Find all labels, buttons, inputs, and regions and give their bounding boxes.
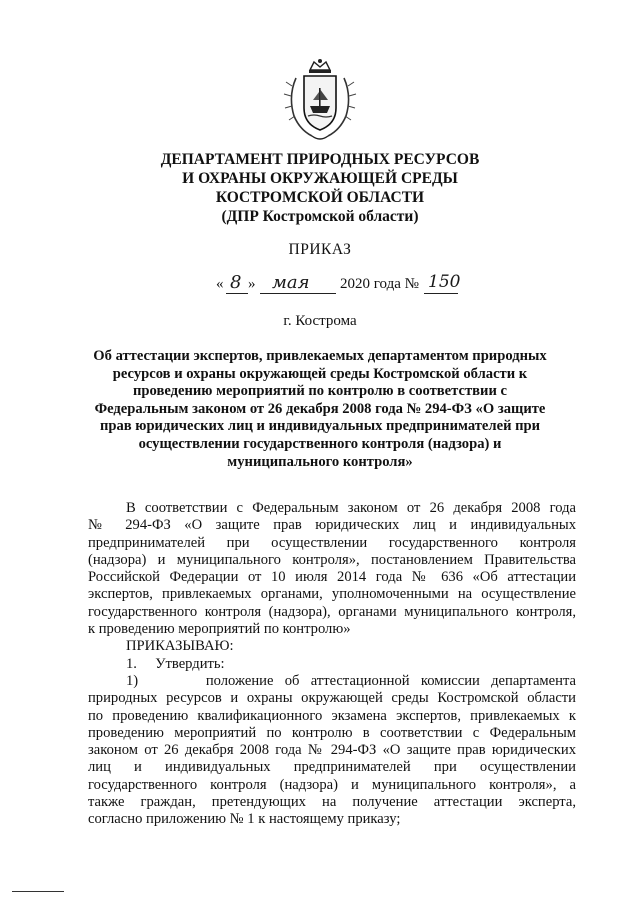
- subject-line: Об аттестации экспертов, привлекаемых департаментом природных: [93, 348, 547, 364]
- body-line: Российской Федерации от 10 июля 2014 года № 636 «Об аттестации: [88, 569, 576, 586]
- date-open-quote: «: [216, 276, 224, 292]
- order-body: [88, 500, 576, 829]
- month-underline: [260, 293, 336, 294]
- coat-of-arms-emblem: [282, 56, 358, 142]
- order-date-line: [216, 272, 476, 296]
- subject-line: ресурсов и охраны окружающей среды Костромской области к: [112, 365, 528, 382]
- body-line: экспертов, привлекаемых органами, уполномоченными на осуществление: [88, 586, 576, 603]
- body-line: также граждан, претендующих на получение аттестации эксперта,: [88, 794, 576, 811]
- department-line: КОСТРОМСКОЙ ОБЛАСТИ: [215, 189, 425, 206]
- number-underline: [424, 293, 458, 294]
- department-abbreviation: (ДПР Костромской области): [221, 208, 419, 225]
- subject-line: осуществлении государственного контроля (надзора) и: [138, 435, 502, 452]
- handwritten-month: мая: [272, 272, 310, 293]
- subject-line: муниципального контроля»: [227, 453, 413, 470]
- body-line: № 294-ФЗ «О защите прав юридических лиц и индивидуальных: [88, 517, 576, 534]
- body-line: согласно приложению № 1 к настоящему приказу;: [88, 811, 401, 828]
- body-line: к проведению мероприятий по контролю»: [88, 621, 351, 638]
- body-line: государственного контроля (надзора) и муниципального контроля», а: [88, 776, 576, 793]
- department-line: ДЕПАРТАМЕНТ ПРИРОДНЫХ РЕСУРСОВ: [160, 151, 480, 168]
- city-name: г. Кострома: [283, 313, 357, 329]
- body-line: законом от 26 декабря 2008 года № 294-ФЗ «О защите прав юридических: [88, 742, 576, 759]
- subject-line: Федеральным законом от 26 декабря 2008 года № 294-ФЗ «О защите: [94, 400, 546, 417]
- department-line: И ОХРАНЫ ОКРУЖАЮЩЕЙ СРЕДЫ: [182, 170, 458, 187]
- body-line: лиц и индивидуальных предпринимателей при осуществлении: [88, 759, 576, 776]
- item-approve: 1. Утвердить:: [126, 655, 225, 672]
- body-line: (надзора) и муниципального контроля», постановлением Правительства: [88, 551, 576, 568]
- date-close-quote: »: [248, 276, 256, 292]
- body-line: 1) положение об аттестационной комиссии департамента: [126, 672, 576, 689]
- department-header: [60, 150, 580, 226]
- body-line: предпринимателей при осуществлении государственного контроля: [88, 534, 576, 551]
- body-line: государственного контроля (надзора), органами муниципального контроля,: [88, 603, 576, 620]
- body-line: проведению мероприятий по контролю в соответствии с Федеральным: [88, 724, 576, 741]
- handwritten-day: 8: [230, 272, 242, 293]
- subject-line: прав юридических лиц и индивидуальных предпринимателей при: [99, 418, 541, 435]
- body-line: природных ресурсов и охраны окружающей среды Костромской области: [88, 690, 576, 707]
- subject-line: проведению мероприятий по контролю в соответствии с: [133, 383, 507, 400]
- body-line: по проведению квалификационного экзамена экспертов, привлекаемых к: [88, 707, 576, 724]
- year-text: 2020 года №: [340, 276, 419, 292]
- order-title: ПРИКАЗ: [288, 241, 352, 258]
- scan-edge-mark: [12, 891, 64, 892]
- handwritten-order-number: 150: [428, 272, 461, 292]
- order-subject: [60, 348, 580, 471]
- body-line: В соответствии с Федеральным законом от 26 декабря 2008 года: [126, 500, 576, 516]
- day-underline: [226, 293, 248, 294]
- orders-word: ПРИКАЗЫВАЮ:: [126, 638, 234, 655]
